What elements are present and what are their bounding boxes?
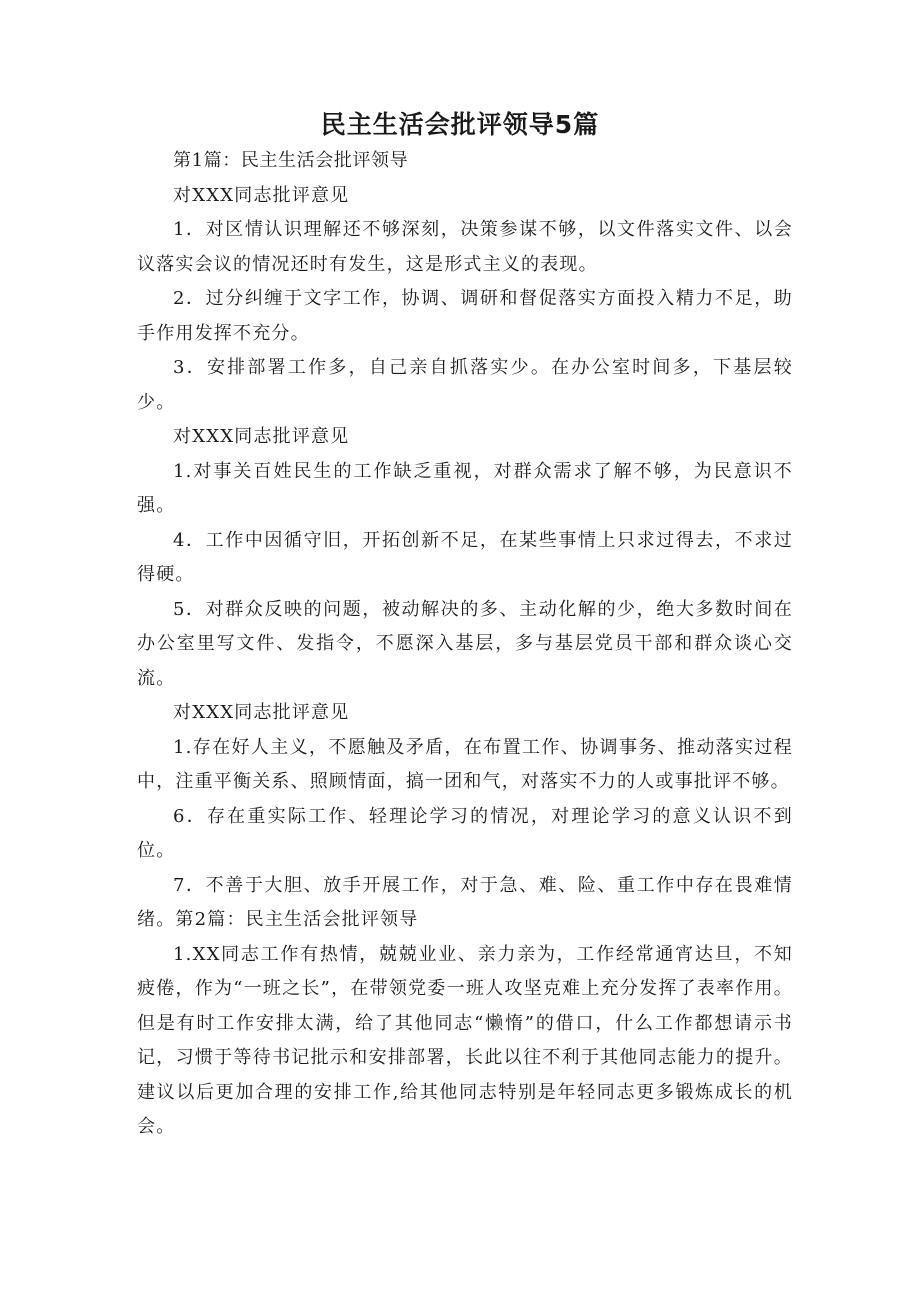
opinion-heading-2: 对XXX同志批评意见 [173,426,350,447]
paragraph-6: 5．对群众反映的问题，被动解决的多、主动化解的少，绝大多数时间在办公室里写文件、发指令，不愿深入基层，多与基层党员干部和群众谈心交流。 [137,598,793,689]
paragraph-8: 6．存在重实际工作、轻理论学习的情况，对理论学习的意义认识不到位。 [137,805,793,861]
paragraph-3: 3．安排部署工作多，自己亲自抓落实少。在办公室时间多，下基层较少。 [137,357,793,413]
paragraph-9: 7．不善于大胆、放手开展工作，对于急、难、险、重工作中存在畏难情绪。第2篇：民主生活会批评领导 [137,874,793,930]
paragraph-2: 2．过分纠缠于文字工作，协调、调研和督促落实方面投入精力不足，助手作用发挥不充分。 [137,288,793,344]
paragraph-4: 1.对事关百姓民生的工作缺乏重视，对群众需求了解不够，为民意识不强。 [137,460,793,516]
paragraph-10: 1.XX同志工作有热情，兢兢业业、亲力亲为，工作经常通宵达旦，不知疲倦，作为“一班之长”，在带领党委一班人攻坚克难上充分发挥了表率作用。但是有时工作安排太满，给了其他同志“懒惰”的借口，什么工作都想请示书记，习惯于等待书记批示和安排部署，长此以往不利于其他同志能力的提升。建议以后更加合理的安排工作,给其他同志特别是年轻同志更多锻炼成长的机会。 [137,943,793,1137]
opinion-heading-3: 对XXX同志批评意见 [173,702,350,723]
paragraph-5: 4．工作中因循守旧，开拓创新不足，在某些事情上只求过得去，不求过得硬。 [137,529,793,585]
paragraph-7: 1.存在好人主义，不愿触及矛盾，在布置工作、协调事务、推动落实过程中，注重平衡关系、照顾情面，搞一团和气，对落实不力的人或事批评不够。 [137,736,793,792]
opinion-heading-1: 对XXX同志批评意见 [173,184,350,206]
section-heading-1: 第1篇：民主生活会批评领导 [173,150,409,171]
paragraph-1: 1．对区情认识理解还不够深刻，决策参谋不够，以文件落实文件、以会议落实会议的情况还时有发生，这是形式主义的表现。 [137,219,793,275]
document-body [137,144,793,1145]
document-title: 民主生活会批评领导5篇 [320,110,600,139]
